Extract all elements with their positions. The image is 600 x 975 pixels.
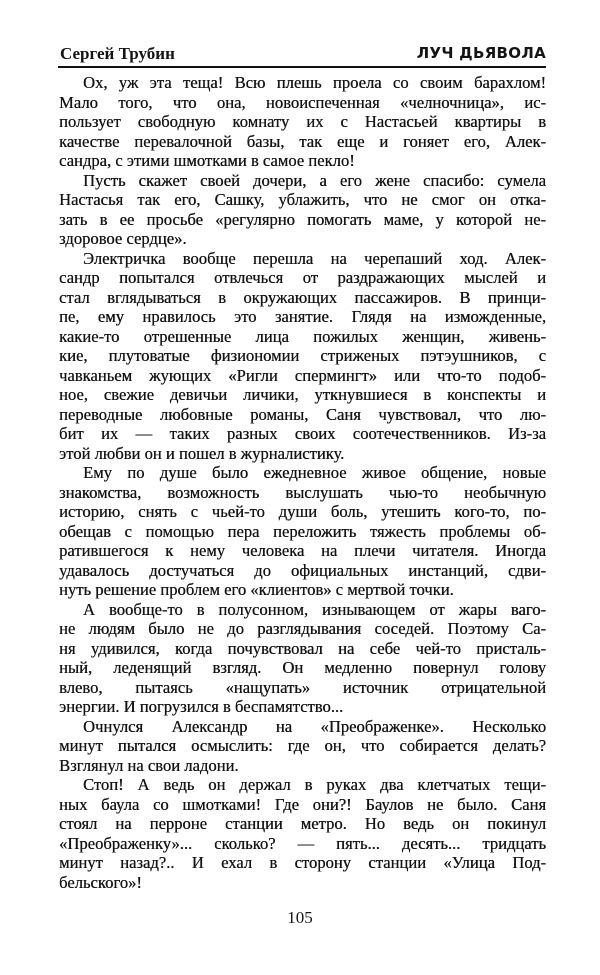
- text-line: бит их — таких разных своих соотечественников. Из-за: [59, 424, 546, 443]
- text-line: зать в ее просьбе «регулярно помогать маме, у которой не-: [59, 209, 546, 229]
- text-line: влево, пытаясь «нащупать» источник отрицательной: [59, 677, 546, 697]
- paragraph: [59, 775, 546, 892]
- text-line: ное, свежие девичьи личики, уткнувшиеся в конспекты и: [59, 385, 546, 404]
- text-line: ня удивился, когда почувствовал на себе чей-то присталь-: [59, 638, 546, 658]
- text-line: переводные любовные романы, Саня чувствовал, что лю-: [59, 404, 546, 424]
- text-line: этой любви он и пошел в журналистику.: [59, 443, 345, 463]
- text-line: ный, леденящий взгляд. Он медленно повернул голову: [59, 658, 546, 677]
- paragraph: [59, 73, 546, 171]
- paragraph: [59, 249, 546, 464]
- text-line: «Преображенку»... сколько? — пять... десять... тридцать: [59, 833, 546, 853]
- text-line: удавалось достучаться до официальных инстанций, сдви-: [59, 560, 546, 580]
- running-header: [58, 42, 546, 68]
- text-line: минут назад?.. И ехал в сторону станции «Улица Под-: [59, 853, 546, 872]
- author-name: Сергей Трубин: [60, 44, 175, 63]
- text-line: кие, плутоватые физиономии стриженых пэтэушников, с: [59, 346, 546, 365]
- text-line: ратившегося к нему человека на плечи читателя. Иногда: [59, 541, 546, 560]
- text-line: не людям было не до разглядывания соседей. Поэтому Са-: [59, 619, 546, 638]
- text-line: сандр попытался отвлечься от раздражающих мыслей и: [59, 268, 546, 287]
- paragraph: [59, 717, 546, 776]
- text-line: Стоп! А ведь он держал в руках два клетчатых тещи-: [83, 775, 546, 794]
- text-line: Пусть скажет своей дочери, а его жене спасибо: сумела: [83, 170, 546, 190]
- text-line: пе, ему нравилось это занятие. Глядя на изможденные,: [59, 307, 546, 326]
- text-line: стал вглядываться в окружающих пассажиров. В принци-: [59, 287, 546, 307]
- text-line: нуть решение проблем его «клиентов» с мертвой точки.: [59, 580, 454, 599]
- text-line: Настасья так его, Сашку, ублажить, что не смог он отка-: [59, 190, 546, 209]
- page-body-text: [59, 73, 546, 892]
- text-line: обещав с помощью пера переложить тяжесть проблемы об-: [59, 521, 546, 541]
- text-line: здоровое сердце».: [59, 229, 187, 248]
- text-line: А вообще-то в полусонном, изнывающем от жары ваго-: [83, 599, 546, 619]
- text-line: Ему по душе было ежедневное живое общение, новые: [83, 463, 546, 482]
- text-line: Очнулся Александр на «Преображенке». Несколько: [83, 716, 546, 736]
- text-line: знакомства, возможность выслушать чью-то необычную: [59, 482, 546, 502]
- text-line: энергии. И погрузился в беспамятство...: [59, 697, 344, 716]
- text-line: Электричка вообще перешла на черепаший ход. Алек-: [83, 248, 546, 268]
- text-line: минут пытался осмыслить: где он, что собирается делать?: [59, 736, 546, 755]
- text-line: бельского»!: [59, 872, 142, 892]
- book-title: ЛУЧ ДЬЯВОЛА: [416, 44, 546, 62]
- text-line: стоял на перроне станции метро. Но ведь он покинул: [59, 814, 546, 833]
- text-line: пользует свободную комнату их с Настасьей квартиры в: [59, 112, 546, 131]
- text-line: качестве перевалочной базы, так еще и гоняет его, Алек-: [59, 131, 546, 151]
- text-line: историю, снять с чьей-то души боль, утешить кого-то, по-: [59, 502, 546, 521]
- text-line: чавканьем жующих «Ригли спермингт» или что-то подоб-: [59, 365, 546, 385]
- text-line: сандра, с этими шмотками в самое пекло!: [59, 151, 355, 170]
- paragraph: [59, 463, 546, 600]
- paragraph: [59, 171, 546, 249]
- text-line: какие-то отрешенные лица пожилых женщин, живень-: [59, 326, 546, 346]
- text-line: Ох, уж эта теща! Всю плешь проела со своим барахлом!: [83, 73, 546, 92]
- text-line: Взглянул на свои ладони.: [59, 755, 239, 775]
- paragraph: [59, 600, 546, 717]
- text-line: Мало того, что она, новоиспеченная «челночница», ис-: [59, 92, 546, 112]
- page-number: 105: [287, 908, 313, 927]
- text-line: ных баула со шмотками! Где они?! Баулов не было. Саня: [59, 794, 546, 814]
